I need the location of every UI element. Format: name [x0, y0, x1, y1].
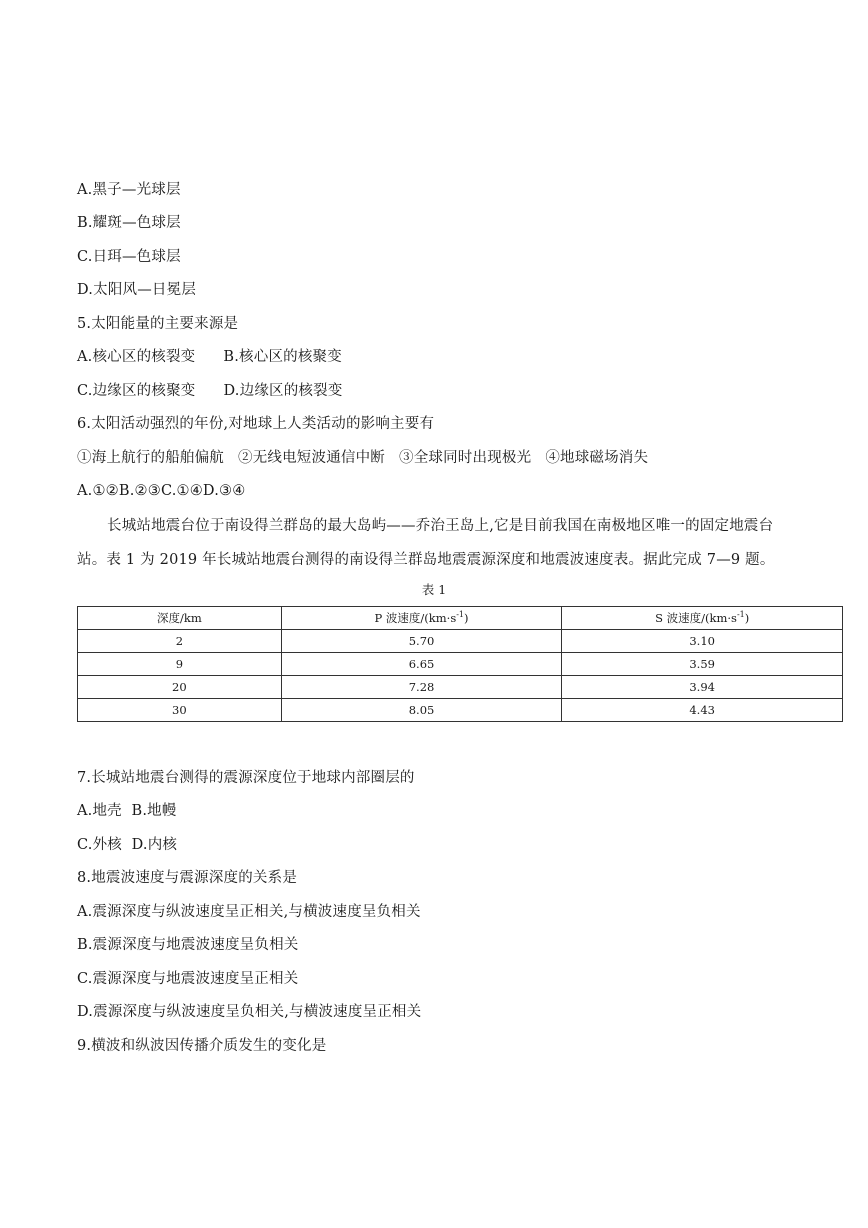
- cell-p-wave: 6.65: [281, 653, 562, 676]
- seismic-table: [77, 606, 843, 722]
- q8-stem: 8.地震波速度与震源深度的关系是: [77, 870, 298, 886]
- cell-s-wave: 3.10: [562, 630, 843, 653]
- cell-p-wave: 8.05: [281, 699, 562, 722]
- q7-options-ab: A.地壳 B.地幔: [77, 803, 177, 819]
- table-caption: 表 1: [421, 582, 447, 597]
- q8-option-c: C.震源深度与地震波速度呈正相关: [77, 971, 299, 987]
- cell-p-wave: 7.28: [281, 676, 562, 699]
- q6-stem: 6.太阳活动强烈的年份,对地球上人类活动的影响主要有: [77, 416, 435, 432]
- header-s-wave: S 波速度$/(km\cdot s^{-1})$: [562, 607, 843, 630]
- q4-option-d: D.太阳风—日冕层: [77, 282, 197, 298]
- table-row: [78, 630, 843, 653]
- q8-option-d: D.震源深度与纵波速度呈负相关,与横波速度呈正相关: [77, 1004, 422, 1020]
- table-row: [78, 699, 843, 722]
- passage-line-1: 长城站地震台位于南设得兰群岛的最大岛屿——乔治王岛上,它是目前我国在南极地区唯一的固定地震台: [107, 518, 774, 534]
- q5-option-b: B.核心区的核聚变: [223, 349, 342, 365]
- q6-item-3: ③全球同时出现极光: [399, 450, 532, 466]
- table-row: [78, 653, 843, 676]
- cell-s-wave: 4.43: [562, 699, 843, 722]
- cell-depth: 9: [78, 653, 282, 676]
- q5-option-a: A.核心区的核裂变: [77, 349, 196, 365]
- q6-item-1: ①海上航行的船舶偏航: [77, 450, 224, 466]
- header-p-wave: P 波速度$/(km\cdot s^{-1})$: [281, 607, 562, 630]
- header-depth: 深度/km: [78, 607, 282, 630]
- cell-s-wave: 3.59: [562, 653, 843, 676]
- q4-option-c: C.日珥—色球层: [77, 249, 181, 265]
- cell-s-wave: 3.94: [562, 676, 843, 699]
- passage: [77, 510, 789, 577]
- cell-p-wave: 5.70: [281, 630, 562, 653]
- q6-options: A.①②B.②③C.①④D.③④: [77, 483, 246, 499]
- q6-item-2: ②无线电短波通信中断: [238, 450, 385, 466]
- q4-option-a: A.黑子—光球层: [77, 182, 181, 198]
- q5-options-row1: [77, 347, 342, 367]
- table-header-row: [78, 607, 843, 630]
- cell-depth: 20: [78, 676, 282, 699]
- q6-items: [77, 448, 648, 468]
- q7-options-cd: C.外核 D.内核: [77, 837, 178, 853]
- cell-depth: 30: [78, 699, 282, 722]
- table-row: [78, 676, 843, 699]
- q5-stem: 5.太阳能量的主要来源是: [77, 316, 239, 332]
- q5-option-d: D.边缘区的核裂变: [223, 383, 343, 399]
- q9-stem: 9.横波和纵波因传播介质发生的变化是: [77, 1038, 327, 1054]
- q4-option-b: B.耀斑—色球层: [77, 215, 181, 231]
- q7-stem: 7.长城站地震台测得的震源深度位于地球内部圈层的: [77, 770, 415, 786]
- q5-option-c: C.边缘区的核聚变: [77, 383, 196, 399]
- passage-line-2: 站。表 1 为 2019 年长城站地震台测得的南设得兰群岛地震震源深度和地震波速度表。据此完成 7—9 题。: [77, 551, 775, 568]
- cell-depth: 2: [78, 630, 282, 653]
- q6-item-4: ④地球磁场消失: [545, 450, 649, 466]
- q5-options-row2: [77, 381, 343, 401]
- q8-option-b: B.震源深度与地震波速度呈负相关: [77, 937, 299, 953]
- q8-option-a: A.震源深度与纵波速度呈正相关,与横波速度呈负相关: [77, 904, 421, 920]
